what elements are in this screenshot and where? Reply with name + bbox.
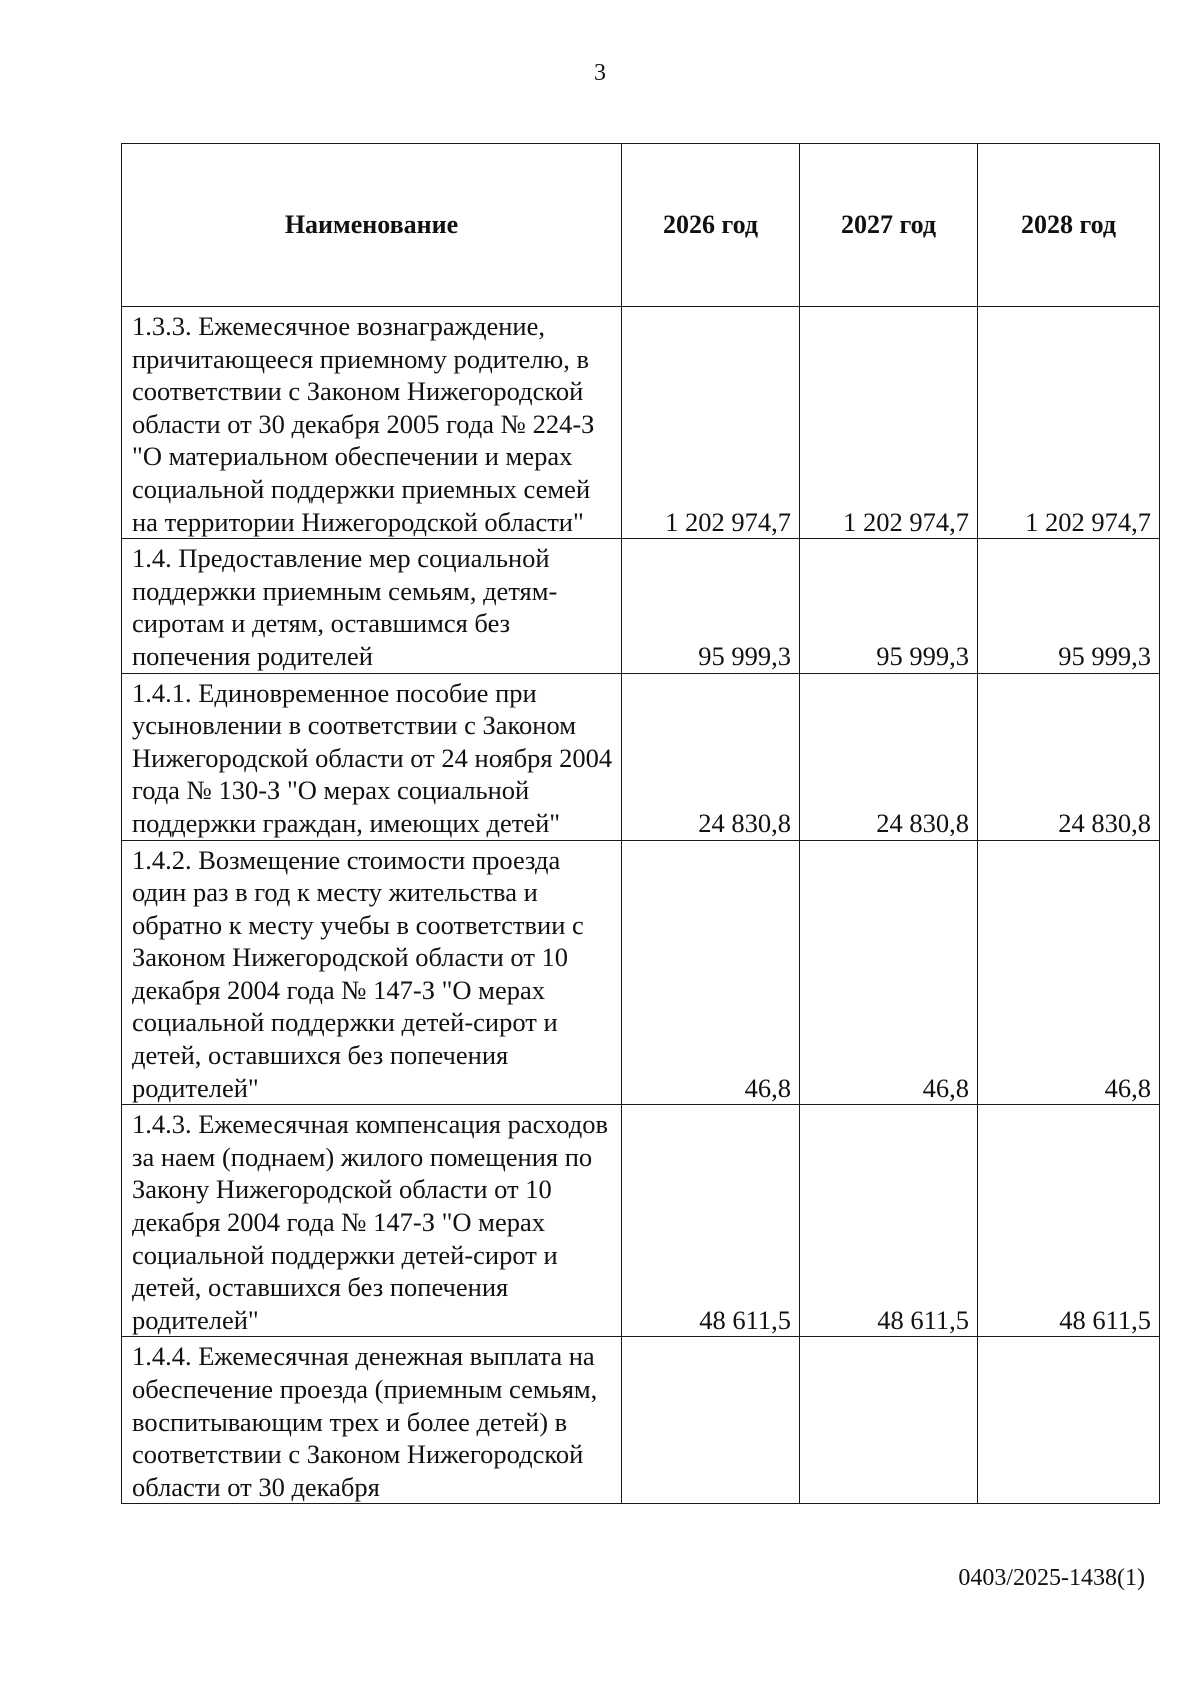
row-name: 1.3.3. Ежемесячное вознаграждение, причитающееся приемному родителю, в соответствии с Законом Нижегородской области от 30 декабря 2005 года № 224-З "О материальном обеспечении и мерах социальной поддержки приемных семей на территории Нижегородской области" <box>122 307 622 539</box>
column-header-2028: 2028 год <box>978 144 1160 307</box>
value-2026: 46,8 <box>622 840 800 1105</box>
value-2026: 95 999,3 <box>622 539 800 673</box>
value-2028: 1 202 974,7 <box>978 307 1160 539</box>
table-row <box>122 673 1160 840</box>
value-2028: 95 999,3 <box>978 539 1160 673</box>
value-2027: 48 611,5 <box>800 1105 978 1337</box>
value-2027: 24 830,8 <box>800 673 978 840</box>
column-header-2027: 2027 год <box>800 144 978 307</box>
value-2026: 48 611,5 <box>622 1105 800 1337</box>
value-2027: 46,8 <box>800 840 978 1105</box>
row-name: 1.4.2. Возмещение стоимости проезда один раз в год к месту жительства и обратно к месту учебы в соответствии с Законом Нижегородской области от 10 декабря 2004 года № 147-З "О мерах социальной поддержки детей-сирот и детей, оставшихся без попечения родителей" <box>122 840 622 1105</box>
row-name: 1.4.1. Единовременное пособие при усыновлении в соответствии с Законом Нижегородской области от 24 ноября 2004 года № 130-З "О мерах социальной поддержки граждан, имеющих детей" <box>122 673 622 840</box>
value-2026 <box>622 1337 800 1504</box>
value-2026: 1 202 974,7 <box>622 307 800 539</box>
value-2027: 95 999,3 <box>800 539 978 673</box>
row-name: 1.4. Предоставление мер социальной поддержки приемным семьям, детям-сиротам и детям, оставшимся без попечения родителей <box>122 539 622 673</box>
value-2028: 48 611,5 <box>978 1105 1160 1337</box>
table-header-row <box>122 144 1160 307</box>
row-name: 1.4.4. Ежемесячная денежная выплата на обеспечение проезда (приемным семьям, воспитывающим трех и более детей) в соответствии с Законом Нижегородской области от 30 декабря <box>122 1337 622 1504</box>
row-name: 1.4.3. Ежемесячная компенсация расходов за наем (поднаем) жилого помещения по Закону Нижегородской области от 10 декабря 2004 года № 147-З "О мерах социальной поддержки детей-сирот и детей, оставшихся без попечения родителей" <box>122 1105 622 1337</box>
value-2027: 1 202 974,7 <box>800 307 978 539</box>
value-2028: 24 830,8 <box>978 673 1160 840</box>
table-row <box>122 840 1160 1105</box>
column-header-name: Наименование <box>122 144 622 307</box>
table-row <box>122 307 1160 539</box>
value-2026: 24 830,8 <box>622 673 800 840</box>
table-row <box>122 1105 1160 1337</box>
page-number: 3 <box>594 60 606 86</box>
table-row <box>122 539 1160 673</box>
column-header-2026: 2026 год <box>622 144 800 307</box>
value-2028: 46,8 <box>978 840 1160 1105</box>
table-row <box>122 1337 1160 1504</box>
value-2028 <box>978 1337 1160 1504</box>
document-number: 0403/2025-1438(1) <box>958 1565 1145 1591</box>
value-2027 <box>800 1337 978 1504</box>
budget-table <box>121 143 1160 1504</box>
